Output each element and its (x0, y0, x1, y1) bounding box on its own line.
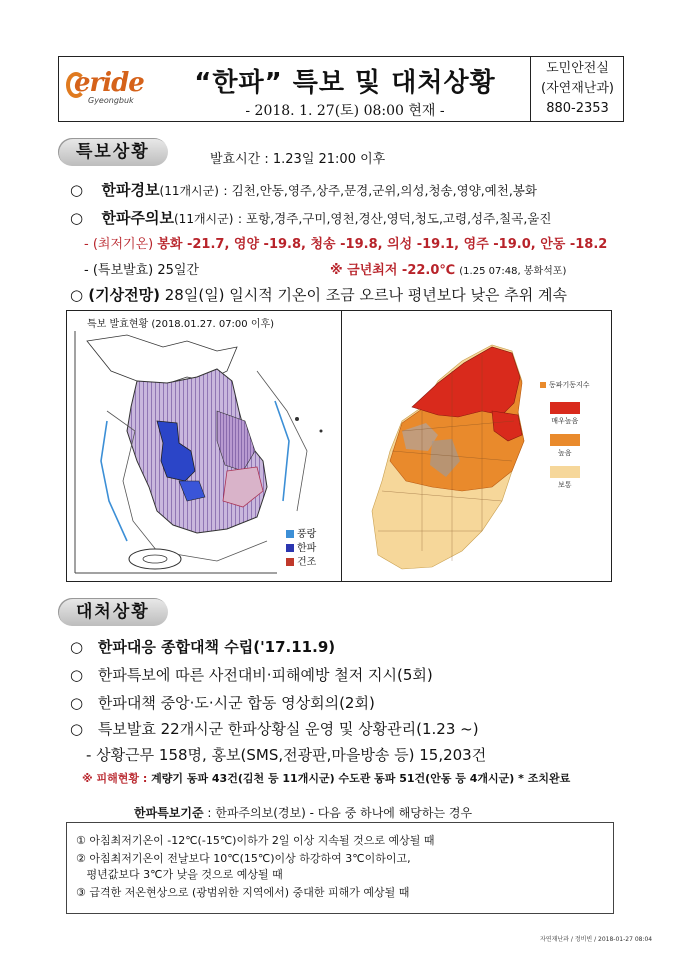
response-item: ○ 특보발효 22개시군 한파상황실 운영 및 상황관리(1.23 ~) (70, 720, 479, 738)
warning-map-title: 특보 발효현황 (2018.01.27. 07:00 이후) (87, 319, 275, 330)
department-box (530, 56, 624, 122)
response-item: ○ 한파특보에 따른 사전대비·피해예방 철저 지시(5회) (70, 666, 433, 684)
damage-status (82, 770, 570, 786)
legend-swatch (286, 558, 294, 566)
duration: - (특보발효) 25일간 (84, 263, 199, 278)
criteria-title-rest: : 한파주의보(경보) - 다음 중 하나에 해당하는 경우 (207, 806, 473, 820)
advisory-count: (11개시군) (174, 212, 234, 226)
legend-swatch (550, 402, 580, 414)
min-temp-label: - (최저기온) (84, 237, 154, 252)
record-low-detail: (1.25 07:48, 봉화석포) (459, 266, 567, 277)
legend-item: 건조 (286, 556, 316, 570)
legend-title-swatch (540, 382, 546, 388)
legend-title: 동파기동지수 (549, 381, 590, 389)
legend-swatch (550, 434, 580, 446)
department-phone: 880-2353 (546, 101, 609, 116)
criteria-heading (130, 804, 476, 821)
department-name: 도민안전실 (546, 61, 609, 76)
response-item: ○ 한파대책 중앙·도·시군 합동 영상회의(2회) (70, 694, 375, 712)
issued-time: 발효시간 : 1.23일 21:00 이후 (210, 152, 386, 167)
criteria-line: ② 아침최저기온이 전날보다 10℃(15℃)이상 하강하여 3℃이하이고, (76, 852, 411, 865)
freeze-index-legend (540, 380, 590, 490)
legend-swatch (286, 544, 294, 552)
record-low-label: ※ 금년최저 -22.0℃ (330, 263, 456, 278)
criteria-line: ① 아침최저기온이 -12℃(-15℃)이하가 2일 이상 지속될 것으로 예상될 때 (76, 834, 435, 847)
footer-stamp: 자연재난과 / 정비빈 / 2018-01-27 08:04 (540, 936, 653, 943)
response-sub-item: - 상황근무 158명, 홍보(SMS,전광판,마을방송 등) 15,203건 (86, 746, 487, 764)
warning-count: (11개시군) (159, 184, 219, 198)
legend-item: 한파 (286, 542, 316, 556)
logo (62, 62, 157, 118)
record-low (330, 259, 566, 278)
damage-label: ※ 피해현황 : (82, 772, 148, 785)
page-title: “한파” 특보 및 대처상황 (194, 68, 496, 98)
legend-item: 풍랑 (286, 528, 316, 542)
min-temp-row (84, 233, 607, 252)
section-title-response: 대처상황 (58, 598, 168, 626)
legend-item: 매우높음 (540, 402, 590, 434)
advisory-areas: : 포항,경주,구미,영천,경산,영덕,청도,고령,성주,칠곡,울진 (237, 211, 552, 226)
logo-subtext: Gyeongbuk (88, 96, 134, 105)
criteria-title: 한파특보기준 (134, 806, 204, 820)
report-date: - 2018. 1. 27(토) 08:00 현재 - (245, 103, 445, 119)
response-item: ○ 한파대응 종합대책 수립('17.11.9) (70, 638, 336, 656)
warning-row: ○ 한파경보(11개시군) : 김천,안동,영주,상주,문경,군위,의성,청송,영양,예천,봉화 (70, 181, 537, 199)
min-temp-values: 봉화 -21.7, 영양 -19.8, 청송 -19.8, 의성 -19.1, 영주 -19.0, 안동 -18.2 (157, 237, 608, 252)
forecast-row (70, 284, 567, 305)
damage-text: 계량기 동파 43건(김천 등 11개시군) 수도관 동파 51건(안동 등 4개시군) * 조치완료 (151, 772, 571, 785)
department-sub: (자연재난과) (541, 81, 614, 96)
criteria-line: 평년값보다 3℃가 낮을 것으로 예상될 때 (76, 868, 283, 881)
warning-label: 한파경보 (101, 181, 160, 199)
legend-swatch (286, 530, 294, 538)
legend-title-row (540, 380, 590, 390)
logo-text: eride (74, 68, 144, 98)
section-title-warning: 특보상황 (58, 138, 168, 166)
advisory-label: 한파주의보 (101, 209, 174, 227)
advisory-row: ○ 한파주의보(11개시군) : 포항,경주,구미,영천,경산,영덕,청도,고령,성주,칠곡,울진 (70, 209, 552, 227)
warning-areas: : 김천,안동,영주,상주,문경,군위,의성,청송,영양,예천,봉화 (223, 183, 537, 198)
forecast-text: 28일(일) 일시적 기온이 조금 오르나 평년보다 낮은 추위 계속 (164, 286, 567, 304)
warning-map-legend (286, 528, 316, 570)
forecast-label: ○ (기상전망) (70, 286, 160, 304)
legend-item: 높음 (540, 434, 590, 466)
criteria-line: ③ 급격한 저온현상으로 (광범위한 지역에서) 중대한 피해가 예상될 때 (76, 886, 410, 899)
legend-item: 보통 (540, 466, 590, 490)
legend-swatch (550, 466, 580, 478)
